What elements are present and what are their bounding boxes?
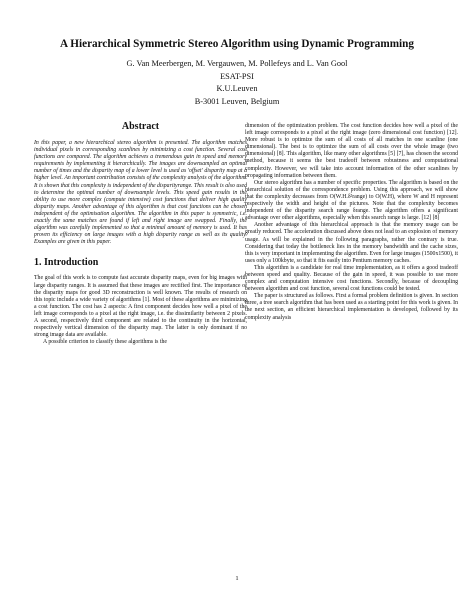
left-column [34, 121, 247, 346]
body-paragraph: dimension of the optimization problem. The cost function decides how well a pixel of the left image corresponds to a pixel at the right image (zero dimensional cost function) [12]. More robust is to optimize the sum of all costs of all matches in one scanline (one dimensional). The best is to optimize the sum of all costs over the whole image (two dimensional) [8]. This algorithm, like many other algorithms [5] [7], has chosen the second method, because it seems the best tradeoff between robustness and computational complexity. However, we will take into account information of the other scanlines by propagating information between them. [245, 123, 458, 179]
body-paragraph: Another advantage of this hierarchical approach is that the memory usage can be greatly reduced. The acceleration discussed above does not lead to an explosion of memory usage. As will be explained in the following paragraphs, rather the contrary is true. Considering that today the bottleneck lies in the memory bandwidth and the cache sizes, this is very important in implementing the algorithm. Even for large images (1500x1500), it uses only a 100kbyte, so that it fits easily into Pentium memory caches. [245, 222, 458, 264]
section-heading-introduction: 1. Introduction [34, 257, 99, 269]
body-paragraph: Our stereo algorithm has a number of specific properties. The algorithm is based on the hierarchical solution of the correspondence problem. Using this approach, we will show that the complexity decreases from O(W.H.δ²range) to O(W.H), where W and H represent respectively the width and height of the pictures. Note that the complexity becomes independent of the disparity search range δrange. The algorithm offers a significant advantage over other algorithms, especially when this search range is large. [12] [8] [245, 179, 458, 222]
body-paragraph: This algorithm is a candidate for real time implementation, as it offers a good tradeoff between speed and quality. Because of the gain in speed, it was possible to use more complex and computation intensive cost functions. Secondly, because of decoupling between algorithm and cost function, several cost functions could be tested. [245, 264, 458, 293]
intro-paragraph: The goal of this work is to compute fast accurate disparity maps, even for big images with large disparity ranges. It is assumed that these images are rectified first. The importance of the disparity maps for good 3D reconstruction is well known. The results of research on this topic include a wide variety of algorithms [1]. Most of these algorithms are minimizing a cost function. The cost has 2 aspects: A first component decides how well a pixel of the left image corresponds to a pixel at the right image, i.e. the dissimilarity between 2 pixels. A second, respectively third component are related to the continuity in the horizontal, respectively vertical dimension of the disparity map. The latter is only dominant if no strong image data are available. [34, 275, 247, 339]
right-column [245, 123, 458, 322]
affiliation-line: K.U.Leuven [216, 84, 258, 94]
affiliation-line: ESAT-PSI [220, 71, 254, 81]
affiliation-line: B-3001 Leuven, Belgium [194, 96, 280, 106]
author-block [0, 58, 474, 108]
page-number: 1 [235, 575, 239, 582]
paper-title: A Hierarchical Symmetric Stereo Algorithm using Dynamic Programming [60, 38, 414, 50]
abstract-text: In this paper, a new hierarchical stereo algorithm is presented. The algorithm matches individual pixels in corresponding scanlines by minimizing a cost function. Several cost functions are compared. The algorithm achieves a tremendous gain in speed and memory requirements by implementing it hierarchically. The images are downsampled an optimal number of times and the disparity map of a lower level is used as 'offset' disparity map at a higher level. An important contribution consists of the complexity analysis of the algorithm. It is shown that this complexity is independent of the disparityrange. This result is also used to determine the optimal number of downsample levels. This speed gain results in the ability to use more complex (compute intensive) cost functions that deliver high quality disparity maps. Another advantage of this algorithm is that cost functions can be chosen independent of the optimisation algorithm. The algorithm in this paper is symmetric, i.e. exactly the same matches are found if left and right image are swapped. Finally, the algorithm was carefully implemented so that a minimal amount of memory is used. It has proven its efficiency on large images with a high disparity range as well as its quality. Examples are given in this paper. [34, 140, 247, 246]
author-names: G. Van Meerbergen, M. Vergauwen, M. Pollefeys and L. Van Gool [126, 59, 348, 68]
body-paragraph: The paper is structured as follows. First a formal problem definition is given. In section three, a tree search algorithm that has been used as a starting point for this work is given. In the next section, an efficient hierarchical implementation is developed, followed by its complexity analysis [245, 293, 458, 321]
intro-paragraph: A possible criterion to classify these algorithms is the [43, 339, 167, 346]
abstract-heading: Abstract [121, 121, 160, 132]
